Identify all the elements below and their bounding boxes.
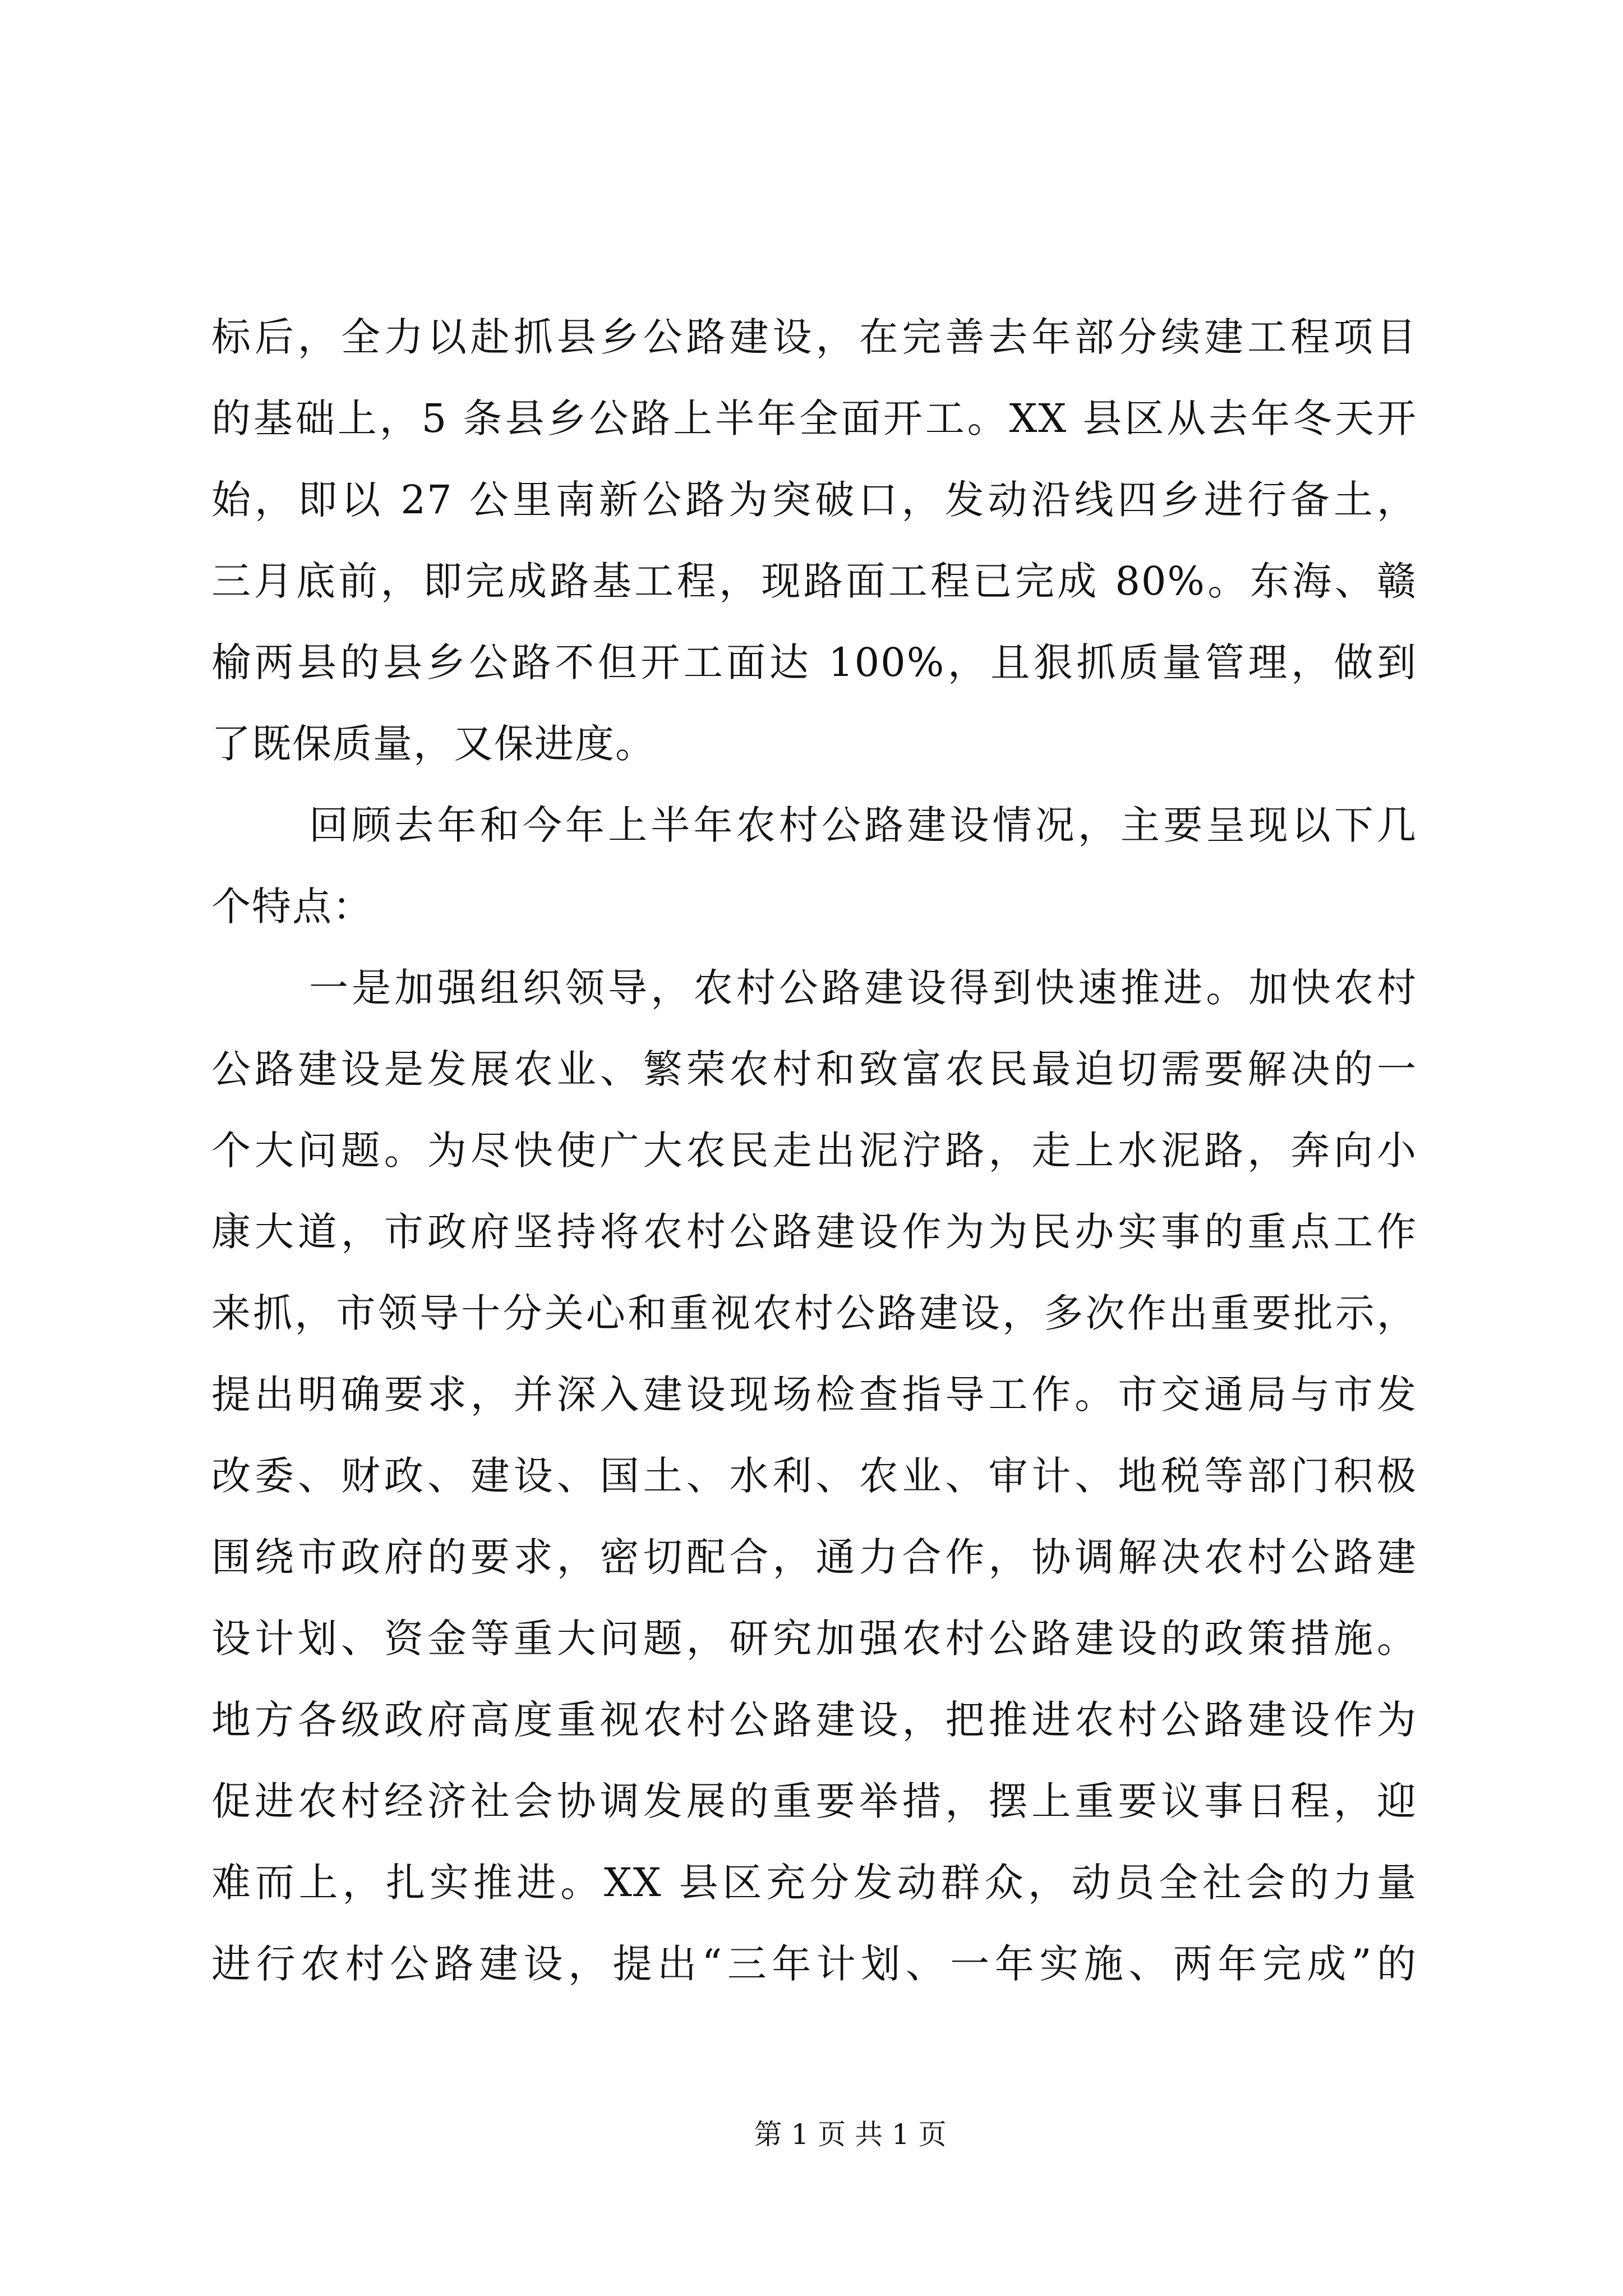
text-line: 个大问题。为尽快使广大农民走出泥泞路，走上水泥路，奔向小 bbox=[211, 1128, 1417, 1174]
body-text bbox=[211, 297, 1417, 2005]
text-line: 促进农村经济社会协调发展的重要举措，摆上重要议事日程，迎 bbox=[211, 1778, 1417, 1824]
text-line: 个特点： bbox=[211, 884, 373, 930]
text-line: 设计划、资金等重大问题，研究加强农村公路建设的政策措施。 bbox=[211, 1616, 1417, 1662]
paragraph-point-one bbox=[211, 947, 1417, 2005]
text-line: 来抓，市领导十分关心和重视农村公路建设，多次作出重要批示， bbox=[211, 1290, 1417, 1336]
text-line: 围绕市政府的要求，密切配合，通力合作，协调解决农村公路建 bbox=[211, 1534, 1417, 1580]
text-line: 康大道，市政府坚持将农村公路建设作为为民办实事的重点工作 bbox=[211, 1209, 1417, 1255]
text-line: 一是加强组织领导，农村公路建设得到快速推进。加快农村 bbox=[309, 965, 1417, 1011]
text-line: 了既保质量，又保进度。 bbox=[211, 721, 656, 767]
page-footer: 第 1 页 共 1 页 bbox=[754, 2118, 947, 2151]
text-line: 难而上，扎实推进。XX 县区充分发动群众，动员全社会的力量 bbox=[211, 1860, 1417, 1906]
text-line: 的基础上，5 条县乡公路上半年全面开工。XX 县区从去年冬天开 bbox=[211, 395, 1417, 441]
paragraph-review bbox=[211, 785, 1417, 947]
text-line: 进行农村公路建设，提出“三年计划、一年实施、两年完成”的 bbox=[211, 1941, 1417, 1987]
text-line: 地方各级政府高度重视农村公路建设，把推进农村公路建设作为 bbox=[211, 1697, 1417, 1743]
paragraph-continuation bbox=[211, 297, 1417, 785]
text-line: 始，即以 27 公里南新公路为突破口，发动沿线四乡进行备土， bbox=[211, 477, 1417, 523]
text-line: 提出明确要求，并深入建设现场检查指导工作。市交通局与市发 bbox=[211, 1372, 1417, 1418]
text-line: 榆两县的县乡公路不但开工面达 100%，且狠抓质量管理，做到 bbox=[211, 639, 1417, 685]
text-line: 改委、财政、建设、国土、水利、农业、审计、地税等部门积极 bbox=[211, 1453, 1417, 1499]
text-line: 回顾去年和今年上半年农村公路建设情况，主要呈现以下几 bbox=[309, 802, 1417, 848]
text-line: 公路建设是发展农业、繁荣农村和致富农民最迫切需要解决的一 bbox=[211, 1046, 1417, 1092]
text-line: 标后，全力以赴抓县乡公路建设，在完善去年部分续建工程项目 bbox=[211, 314, 1417, 360]
text-line: 三月底前，即完成路基工程，现路面工程已完成 80%。东海、赣 bbox=[211, 558, 1417, 604]
